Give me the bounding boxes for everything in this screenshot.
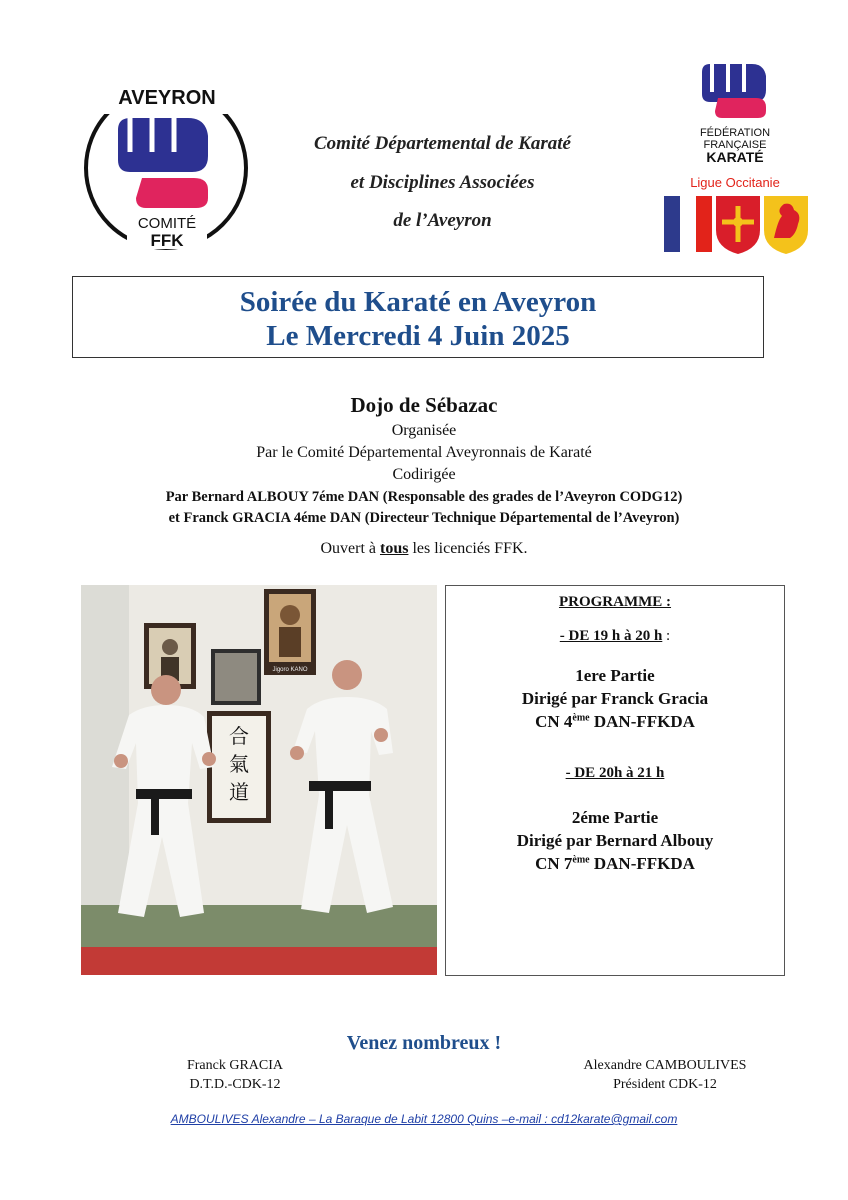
svg-text:道: 道	[229, 780, 249, 804]
slot1-cn-pre: CN 4	[535, 712, 573, 731]
logo-arc-text: AVEYRON	[118, 87, 216, 109]
ffk-line3: KARATÉ	[706, 149, 764, 165]
slot1-cn-sup: ème	[572, 712, 590, 724]
signature-right-name: Alexandre CAMBOULIVES	[583, 1058, 747, 1073]
french-flag-icon	[664, 196, 712, 252]
footer-contact[interactable]: AMBOULIVES Alexandre – La Baraque de Labit 12800 Quins –e-mail : cd12karate@gmail.com	[170, 1112, 678, 1126]
fist-icon	[118, 118, 208, 208]
slot1-cn-post: DAN-FFKDA	[589, 712, 695, 731]
event-title-box	[72, 276, 764, 358]
slot2-cn	[446, 854, 784, 874]
event-date: Le Mercredi 4 Juin 2025	[266, 320, 570, 352]
occitan-cross-shield-icon	[716, 196, 760, 254]
open-pre: Ouvert à	[320, 540, 380, 557]
slot2-cn-pre: CN 7	[535, 854, 573, 873]
slot1-colon: :	[662, 628, 671, 644]
venue: Dojo de Sébazac	[350, 393, 498, 417]
kano-label: Jigoro KANO	[272, 667, 308, 673]
lion-shield-icon	[764, 196, 808, 254]
gracia-line: et Franck GRACIA 4éme DAN (Directeur Technique Départemental de l’Aveyron)	[168, 510, 680, 526]
open-to-line	[60, 540, 788, 558]
ffk-fist-icon	[702, 64, 766, 118]
signature-left-role: D.T.D.-CDK-12	[189, 1077, 281, 1092]
dojo-photo-frame	[211, 649, 261, 705]
org-line-1: Comité Départemental de Karaté	[313, 133, 571, 154]
programme-heading: PROGRAMME :	[558, 594, 672, 610]
slot2-lead: Dirigé par Bernard Albouy	[516, 831, 714, 850]
ffk-line1: FÉDÉRATION	[699, 127, 771, 139]
cdk-aveyron-logo	[82, 78, 252, 253]
svg-text:合: 合	[229, 724, 249, 748]
ligue-label: Ligue Occitanie	[690, 175, 780, 190]
slot2-cn-post: DAN-FFKDA	[589, 854, 695, 873]
slot1-lead: Dirigé par Franck Gracia	[521, 689, 709, 708]
logo-line2: FFK	[150, 231, 184, 250]
instructors-photo	[81, 585, 437, 975]
organiser-line: Par le Comité Départemental Aveyronnais de Karaté	[256, 444, 592, 461]
organised-label: Organisée	[391, 422, 457, 439]
albouy-line: Par Bernard ALBOUY 7éme DAN (Responsable des grades de l’Aveyron CODG12)	[165, 489, 683, 505]
signature-right-role: Président CDK-12	[613, 1077, 717, 1092]
kano-portrait-frame	[264, 589, 316, 675]
org-line-3: de l’Aveyron	[393, 210, 492, 231]
slot2-part: 2éme Partie	[571, 808, 659, 827]
slot2-cn-sup: ème	[572, 854, 590, 866]
slot2-time: - DE 20h à 21 h	[565, 765, 665, 781]
ffk-line2: FRANÇAISE	[703, 139, 767, 151]
codirected-label: Codirigée	[392, 466, 456, 483]
open-post: les licenciés FFK.	[408, 540, 528, 557]
programme-box	[445, 585, 785, 976]
slot1-time-line	[446, 628, 784, 645]
logo-line1: COMITÉ	[137, 215, 197, 232]
open-bold: tous	[379, 540, 409, 557]
event-title: Soirée du Karaté en Aveyron	[239, 286, 597, 318]
ffk-ligue-logo	[660, 58, 810, 258]
slot1-cn	[446, 712, 784, 732]
slot1-time: - DE 19 h à 20 h	[559, 628, 663, 644]
aikido-scroll	[207, 711, 271, 823]
closing-call: Venez nombreux !	[346, 1032, 502, 1054]
svg-text:氣: 氣	[229, 752, 249, 776]
slot1-part: 1ere Partie	[575, 666, 655, 685]
org-line-2: et Disciplines Associées	[350, 172, 535, 193]
signature-left-name: Franck GRACIA	[186, 1058, 284, 1073]
